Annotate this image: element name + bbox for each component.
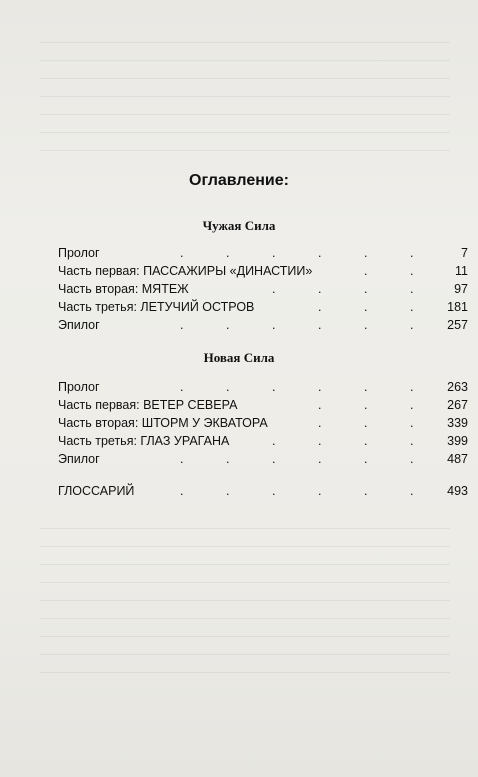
entry-label: Эпилог [58,452,100,466]
toc-entry-glossary[interactable] [58,482,468,500]
leader-dot: . [226,452,230,466]
leader-dot: . [318,452,322,466]
toc-entry[interactable] [58,432,468,450]
leader-dot: . [364,452,368,466]
leader-dot: . [272,318,276,332]
leader-dot: . [318,484,322,498]
leader-dot: . [410,282,414,296]
section-title-2: Новая Сила [203,350,275,365]
entry-label: Эпилог [58,318,100,332]
leader-dot: . [364,318,368,332]
toc-entry[interactable] [58,244,468,262]
leader-dot: . [410,484,414,498]
entry-page: 339 [447,416,468,430]
entry-page: 181 [447,300,468,314]
toc-entry[interactable] [58,378,468,396]
entry-label: Часть третья: ГЛАЗ УРАГАНА [58,434,230,448]
leader-dot: . [226,484,230,498]
toc-entry[interactable] [58,316,468,334]
leader-dot: . [364,282,368,296]
leader-dot: . [410,416,414,430]
leader-dot: . [410,246,414,260]
entry-label: Часть третья: ЛЕТУЧИЙ ОСТРОВ [58,300,255,314]
leader-dot: . [318,318,322,332]
toc-entry[interactable] [58,280,468,298]
leader-dot: . [318,416,322,430]
leader-dot: . [364,398,368,412]
leader-dot: . [318,300,322,314]
toc-entry[interactable] [58,414,468,432]
leader-dot: . [318,380,322,394]
entry-page: 11 [455,264,468,278]
leader-dot: . [272,484,276,498]
entry-label: Часть вторая: МЯТЕЖ [58,282,189,296]
entry-label: Часть первая: ПАССАЖИРЫ «ДИНАСТИИ» [58,264,313,278]
entry-label: Часть первая: ВЕТЕР СЕВЕРА [58,398,238,412]
leader-dot: . [318,282,322,296]
leader-dot: . [410,318,414,332]
leader-dot: . [410,264,414,278]
leader-dot: . [364,416,368,430]
section-title-1: Чужая Сила [202,218,276,233]
leader-dot: . [318,398,322,412]
entry-page: 257 [447,318,468,332]
leader-dot: . [272,434,276,448]
leader-dot: . [410,380,414,394]
entry-page: 487 [447,452,468,466]
leader-dot: . [180,452,184,466]
leader-dot: . [364,300,368,314]
entry-label: Пролог [58,380,100,394]
leader-dot: . [226,246,230,260]
leader-dot: . [272,452,276,466]
entry-page: 493 [447,484,468,498]
leader-dot: . [364,434,368,448]
entry-label: Часть вторая: ШТОРМ У ЭКВАТОРА [58,416,268,430]
leader-dot: . [410,300,414,314]
leader-dot: . [180,318,184,332]
leader-dot: . [410,434,414,448]
entry-page: 7 [461,246,468,260]
toc-entry[interactable] [58,262,468,280]
leader-dot: . [410,398,414,412]
entry-label: ГЛОССАРИЙ [58,484,135,498]
leader-dot: . [180,246,184,260]
leader-dot: . [180,380,184,394]
leader-dot: . [318,434,322,448]
leader-dot: . [318,246,322,260]
toc-entry[interactable] [58,396,468,414]
leader-dot: . [226,380,230,394]
leader-dot: . [226,318,230,332]
leader-dot: . [364,246,368,260]
leader-dot: . [364,264,368,278]
leader-dot: . [272,282,276,296]
entry-page: 97 [454,282,468,296]
toc-entry[interactable] [58,450,468,468]
leader-dot: . [364,484,368,498]
leader-dot: . [180,484,184,498]
leader-dot: . [364,380,368,394]
leader-dot: . [272,380,276,394]
toc-entry[interactable] [58,298,468,316]
entry-label: Пролог [58,246,100,260]
leader-dot: . [410,452,414,466]
toc-heading: Оглавление: [189,172,289,189]
leader-dot: . [272,246,276,260]
entry-page: 399 [447,434,468,448]
entry-page: 267 [447,398,468,412]
entry-page: 263 [447,380,468,394]
